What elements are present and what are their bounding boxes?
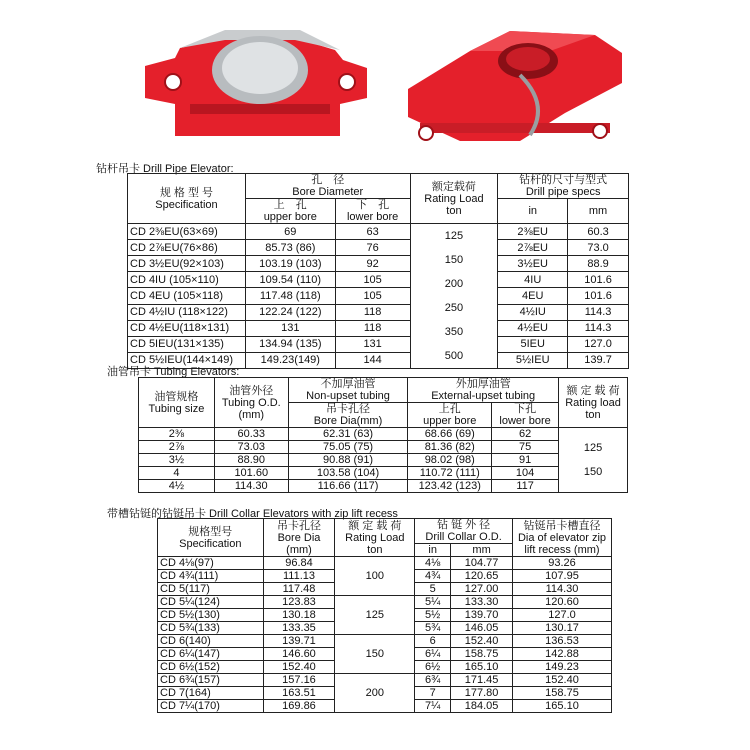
tub-cell: 62: [492, 428, 559, 441]
dc-cell: 158.75: [451, 648, 513, 661]
dp-cell: CD 4½EU(118×131): [128, 320, 246, 336]
dp-load: 350: [444, 326, 464, 338]
dc-cell: 7: [415, 687, 451, 700]
dc-cell: 169.86: [263, 700, 335, 713]
dp-cell: 105: [335, 288, 410, 304]
dp-cell: 4EU: [498, 288, 568, 304]
dc-cell: 4¾: [415, 570, 451, 583]
dc-load: 150: [335, 635, 415, 674]
dc-cell: 114.30: [513, 583, 612, 596]
dp-cell: 4IU: [498, 272, 568, 288]
dc-cell: 120.60: [513, 596, 612, 609]
dp-load: 200: [444, 278, 464, 290]
dc-cell: CD 5(117): [158, 583, 264, 596]
dp-cell: CD 4EU (105×118): [128, 288, 246, 304]
dp-cell: 5½IEU: [498, 352, 568, 368]
dc-cell: 177.80: [451, 687, 513, 700]
dc-cell: 130.18: [263, 609, 335, 622]
dp-cell: 4½EU: [498, 320, 568, 336]
dc-cell: CD 7(164): [158, 687, 264, 700]
tub-cell: 60.33: [214, 428, 288, 441]
dp-load: 150: [444, 254, 464, 266]
tub-cell: 123.42 (123): [408, 480, 492, 493]
dp-cell: 69: [245, 224, 335, 240]
tub-cell: 101.60: [214, 467, 288, 480]
dc-cell: 146.60: [263, 648, 335, 661]
dp-cell: CD 3½EU(92×103): [128, 256, 246, 272]
dc-cell: 5: [415, 583, 451, 596]
dc-load: 100: [335, 557, 415, 596]
drill-collar-table: [157, 518, 612, 713]
tub-cell: 2⅜: [139, 428, 215, 441]
dp-cell: 122.24 (122): [245, 304, 335, 320]
tub-cell: 110.72 (111): [408, 467, 492, 480]
dc-cell: 123.83: [263, 596, 335, 609]
dp-cell: 63: [335, 224, 410, 240]
dc-cell: CD 4¾(111): [158, 570, 264, 583]
dc-h-mm: mm: [451, 544, 513, 557]
dp-cell: 118: [335, 304, 410, 320]
dp-cell: 114.3: [568, 304, 629, 320]
dp-cell: 88.9: [568, 256, 629, 272]
dc-cell: CD 7¼(170): [158, 700, 264, 713]
tub-load-group: [559, 428, 628, 493]
dc-cell: 6: [415, 635, 451, 648]
dc-cell: 5¾: [415, 622, 451, 635]
drill-pipe-table: [127, 173, 629, 369]
dp-h-pipe: 钻杆的尺寸与型式 Drill pipe specs: [498, 174, 629, 199]
red-elevator-photo-right: [400, 15, 630, 155]
dc-cell: 93.26: [513, 557, 612, 570]
dc-cell: CD 5¼(124): [158, 596, 264, 609]
tub-h-od: 油管外径 Tubing O.D. (mm): [214, 378, 288, 428]
tub-cell: 75.05 (75): [288, 441, 408, 454]
dp-cell: CD 5IEU(131×135): [128, 336, 246, 352]
dc-cell: 117.48: [263, 583, 335, 596]
tubing-table: [138, 377, 628, 493]
dc-h-bore: 吊卡孔径 Bore Dia (mm): [263, 519, 335, 557]
dc-cell: 5½: [415, 609, 451, 622]
dp-load: 250: [444, 302, 464, 314]
tub-cell: 3½: [139, 454, 215, 467]
drill-pipe-title: 钻杆吊卡 Drill Pipe Elevator:: [96, 163, 234, 175]
tub-cell: 68.66 (69): [408, 428, 492, 441]
dp-h-upper: 上 孔 upper bore: [245, 199, 335, 224]
dc-cell: 136.53: [513, 635, 612, 648]
dc-cell: 184.05: [451, 700, 513, 713]
tub-h-upper: 上孔 upper bore: [408, 403, 492, 428]
dc-h-recess: 钻铤吊卡槽直径 Dia of elevator zip lift recess (mm): [513, 519, 612, 557]
dc-cell: 130.17: [513, 622, 612, 635]
tub-cell: 117: [492, 480, 559, 493]
dp-cell: 134.94 (135): [245, 336, 335, 352]
dp-cell: 2⅜EU: [498, 224, 568, 240]
tub-h-bore: 吊卡孔径 Bore Dia(mm): [288, 403, 408, 428]
dp-cell: 85.73 (86): [245, 240, 335, 256]
dc-cell: 133.35: [263, 622, 335, 635]
dc-cell: 104.77: [451, 557, 513, 570]
dp-load-group: [410, 224, 498, 369]
dc-cell: 158.75: [513, 687, 612, 700]
tub-cell: 2⅞: [139, 441, 215, 454]
dp-h-lower: 下 孔 lower bore: [335, 199, 410, 224]
dp-load: 500: [444, 350, 464, 362]
tub-cell: 103.58 (104): [288, 467, 408, 480]
dp-cell: 139.7: [568, 352, 629, 368]
dc-cell: 152.40: [263, 661, 335, 674]
dp-cell: CD 4½IU (118×122): [128, 304, 246, 320]
dc-cell: 107.95: [513, 570, 612, 583]
dp-cell: 144: [335, 352, 410, 368]
dp-cell: 131: [245, 320, 335, 336]
dp-cell: 60.3: [568, 224, 629, 240]
dp-load: 125: [444, 230, 464, 242]
tub-cell: 75: [492, 441, 559, 454]
dp-cell: 2⅞EU: [498, 240, 568, 256]
dc-cell: CD 6½(152): [158, 661, 264, 674]
dc-cell: CD 6¼(147): [158, 648, 264, 661]
tub-cell: 91: [492, 454, 559, 467]
dc-cell: 165.10: [451, 661, 513, 674]
tub-cell: 114.30: [214, 480, 288, 493]
dc-cell: 6¼: [415, 648, 451, 661]
tub-cell: 116.66 (117): [288, 480, 408, 493]
dc-cell: CD 4⅛(97): [158, 557, 264, 570]
dp-cell: 73.0: [568, 240, 629, 256]
dc-cell: CD 6(140): [158, 635, 264, 648]
dp-cell: CD 2⅜EU(63×69): [128, 224, 246, 240]
dc-cell: 146.05: [451, 622, 513, 635]
dp-cell: 127.0: [568, 336, 629, 352]
dp-cell: 117.48 (118): [245, 288, 335, 304]
dp-h-mm: mm: [568, 199, 629, 224]
dp-cell: CD 4IU (105×110): [128, 272, 246, 288]
tub-cell: 4: [139, 467, 215, 480]
dc-cell: 171.45: [451, 674, 513, 687]
tub-load: 150: [583, 466, 603, 478]
dp-cell: 131: [335, 336, 410, 352]
dc-h-od: 钻 铤 外 径 Drill Collar O.D.: [415, 519, 513, 544]
tub-cell: 104: [492, 467, 559, 480]
dc-h-spec: 规格型号 Specification: [158, 519, 264, 557]
dp-cell: 105: [335, 272, 410, 288]
dc-cell: 6½: [415, 661, 451, 674]
dc-cell: 133.30: [451, 596, 513, 609]
dc-cell: 163.51: [263, 687, 335, 700]
dp-cell: 149.23(149): [245, 352, 335, 368]
dp-cell: 114.3: [568, 320, 629, 336]
dc-cell: 127.00: [451, 583, 513, 596]
dp-cell: 101.6: [568, 272, 629, 288]
dp-cell: 76: [335, 240, 410, 256]
dc-cell: CD 6¾(157): [158, 674, 264, 687]
dc-load: 200: [335, 674, 415, 713]
dp-cell: 101.6: [568, 288, 629, 304]
dc-cell: 96.84: [263, 557, 335, 570]
dc-cell: 127.0: [513, 609, 612, 622]
dc-h-in: in: [415, 544, 451, 557]
dc-cell: 7¼: [415, 700, 451, 713]
dc-cell: 139.70: [451, 609, 513, 622]
tub-h-load: 额 定 载 荷 Rating load ton: [559, 378, 628, 428]
dp-cell: 4½IU: [498, 304, 568, 320]
dp-h-load: 额定载荷 Rating Load ton: [410, 174, 498, 224]
tubing-title: 油管吊卡 Tubing Elevators:: [107, 366, 240, 378]
dc-cell: 152.40: [451, 635, 513, 648]
dc-cell: 142.88: [513, 648, 612, 661]
dp-cell: 92: [335, 256, 410, 272]
dp-h-in: in: [498, 199, 568, 224]
dp-h-bore: 孔 径 Bore Diameter: [245, 174, 410, 199]
dp-h-spec: 规 格 型 号 Specification: [128, 174, 246, 224]
tub-cell: 90.88 (91): [288, 454, 408, 467]
dc-cell: 139.71: [263, 635, 335, 648]
tub-cell: 4½: [139, 480, 215, 493]
dc-cell: 149.23: [513, 661, 612, 674]
dc-cell: 157.16: [263, 674, 335, 687]
drill-collar-title: 带槽钻铤的钻铤吊卡 Drill Collar Elevators with zip lift recess: [107, 508, 398, 520]
dc-cell: 6¾: [415, 674, 451, 687]
dp-cell: 109.54 (110): [245, 272, 335, 288]
tub-h-upset: 外加厚油管 External-upset tubing: [408, 378, 559, 403]
tub-cell: 62.31 (63): [288, 428, 408, 441]
dc-cell: 152.40: [513, 674, 612, 687]
dc-cell: 4⅛: [415, 557, 451, 570]
dp-cell: 103.19 (103): [245, 256, 335, 272]
dc-h-load: 额 定 载 荷 Rating Load ton: [335, 519, 415, 557]
dp-cell: 3½EU: [498, 256, 568, 272]
dp-cell: 118: [335, 320, 410, 336]
dc-cell: 5¼: [415, 596, 451, 609]
dc-cell: CD 5¾(133): [158, 622, 264, 635]
tub-h-lower: 下孔 lower bore: [492, 403, 559, 428]
tub-h-size: 油管规格 Tubing size: [139, 378, 215, 428]
tub-cell: 73.03: [214, 441, 288, 454]
dp-cell: CD 5½IEU(144×149): [128, 352, 246, 368]
tub-cell: 98.02 (98): [408, 454, 492, 467]
dp-cell: CD 2⅞EU(76×86): [128, 240, 246, 256]
dp-cell: 5IEU: [498, 336, 568, 352]
tub-cell: 88.90: [214, 454, 288, 467]
dc-cell: 120.65: [451, 570, 513, 583]
dc-cell: 165.10: [513, 700, 612, 713]
dc-cell: CD 5½(130): [158, 609, 264, 622]
dc-load: 125: [335, 596, 415, 635]
tub-h-nonupset: 不加厚油管 Non-upset tubing: [288, 378, 408, 403]
tub-cell: 81.36 (82): [408, 441, 492, 454]
dc-cell: 111.13: [263, 570, 335, 583]
red-elevator-photo-left: [135, 18, 375, 153]
tub-load: 125: [583, 442, 603, 454]
